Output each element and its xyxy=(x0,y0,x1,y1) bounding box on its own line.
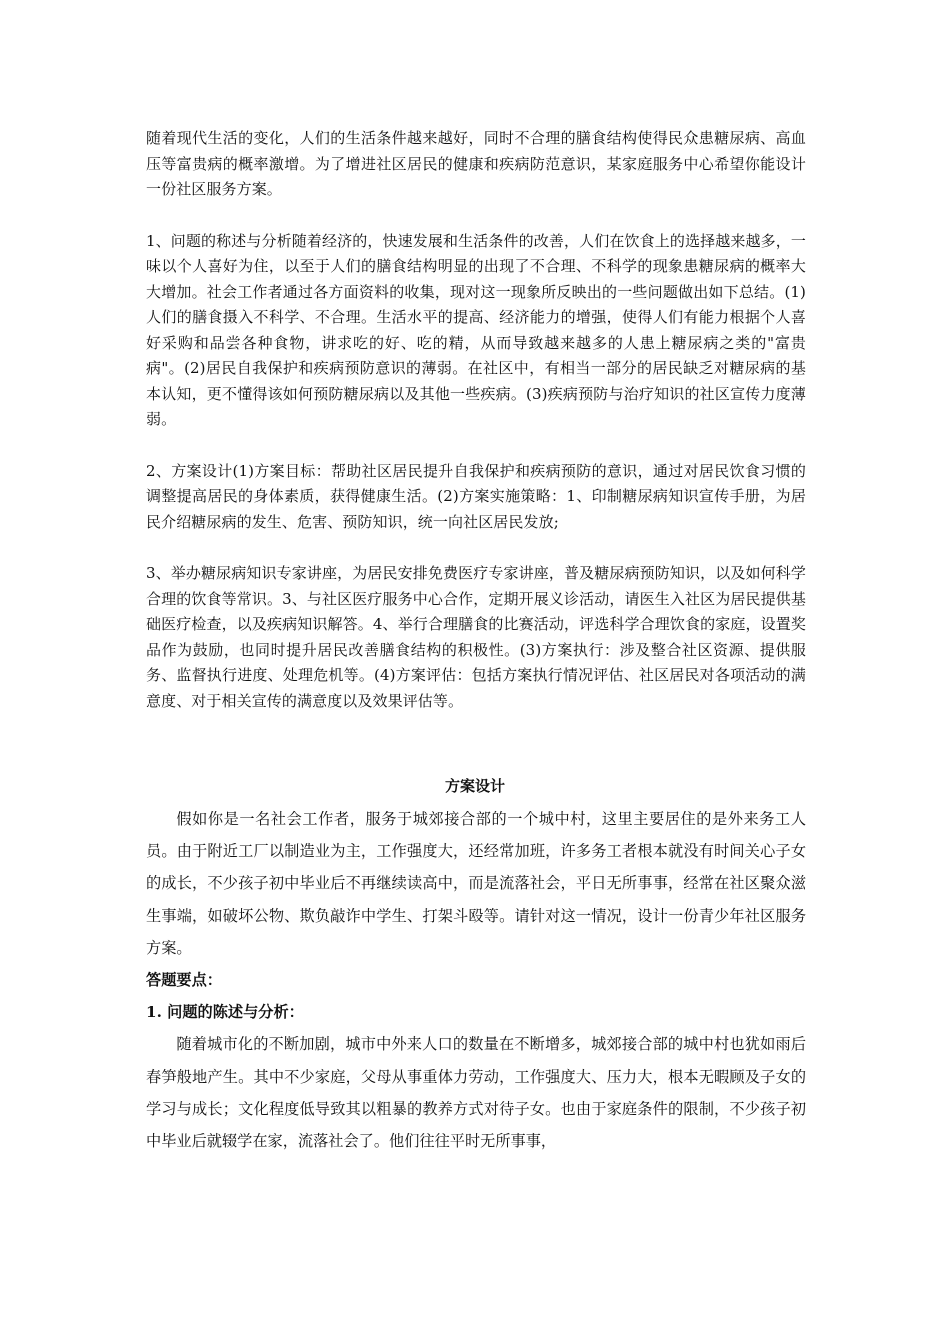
plan-design-paragraph: 2、方案设计(1)方案目标：帮助社区居民提升自我保护和疾病预防的意识，通过对居民饮食习惯的调整提高居民的身体素质，获得健康生活。(2)方案实施策略：1、印制糖尿病知识宣传手册，为居民介绍糖尿病的发生、危害、预防知识，统一向社区居民发放; xyxy=(146,461,806,531)
section-title: 方案设计 xyxy=(444,777,505,795)
case-text-block xyxy=(146,803,806,1157)
scenario-paragraph: 假如你是一名社会工作者，服务于城郊接合部的一个城中村，这里主要居住的是外来务工人员。由于附近工厂以制造业为主，工作强度大，还经常加班，许多务工者根本就没有时间关心子女的成长，不少孩子初中毕业后不再继续读高中，而是流落社会，平日无所事事，经常在社区聚众滋生事端，如破坏公物、欺负敲诈中学生、打架斗殴等。请针对这一情况，设计一份青少年社区服务方案。 xyxy=(146,810,806,957)
item1-heading: 1. 问题的陈述与分析： xyxy=(146,1003,304,1022)
item1-body: 随着城市化的不断加剧，城市中外来人口的数量在不断增多，城郊接合部的城中村也犹如雨后春笋般地产生。其中不少家庭，父母从事重体力劳动，工作强度大、压力大，根本无暇顾及子女的学习与成长；文化程度低导致其以粗暴的教养方式对待子女。也由于家庭条件的限制，不少孩子初中毕业后就辍学在家，流落社会了。他们往往平时无所事事， xyxy=(146,1035,806,1151)
intro-text-block xyxy=(146,126,806,740)
plan-activities-paragraph: 3、举办糖尿病知识专家讲座，为居民安排免费医疗专家讲座，普及糖尿病预防知识，以及如何科学合理的饮食等常识。3、与社区医疗服务中心合作，定期开展义诊活动，请医生入社区为居民提供基础医疗检查，以及疾病知识解答。4、举行合理膳食的比赛活动，评选科学合理饮食的家庭，设置奖品作为鼓励，也同时提升居民改善膳食结构的积极性。(3)方案执行：涉及整合社区资源、提供服务、监督执行进度、处理危机等。(4)方案评估：包括方案执行情况评估、社区居民对各项活动的满意度、对于相关宣传的满意度以及效果评估等。 xyxy=(146,564,806,710)
answer-points-label: 答题要点： xyxy=(146,971,222,990)
intro-paragraph: 随着现代生活的变化，人们的生活条件越来越好，同时不合理的膳食结构使得民众患糖尿病、高血压等富贵病的概率激增。为了增进社区居民的健康和疾病防范意识，某家庭服务中心希望你能设计一份社区服务方案。 xyxy=(146,129,806,198)
problem-analysis-paragraph: 1、问题的称述与分析随着经济的，快速发展和生活条件的改善，人们在饮食上的选择越来越多，一味以个人喜好为住，以至于人们的膳食结构明显的出现了不合理、不科学的现象患糖尿病的概率大大增加。社会工作者通过各方面资料的收集，现对这一现象所反映出的一些问题做出如下总结。(1)人们的膳食摄入不科学、不合理。生活水平的提高、经济能力的增强，使得人们有能力根据个人喜好采购和品尝各种食物，讲求吃的好、吃的精，从而导致越来越多的人患上糖尿病之类的"富贵病"。(2)居民自我保护和疾病预防意识的薄弱。在社区中，有相当一部分的居民缺乏对糖尿病的基本认知，更不懂得该如何预防糖尿病以及其他一些疾病。(3)疾病预防与治疗知识的社区宣传力度薄弱。 xyxy=(146,231,806,428)
